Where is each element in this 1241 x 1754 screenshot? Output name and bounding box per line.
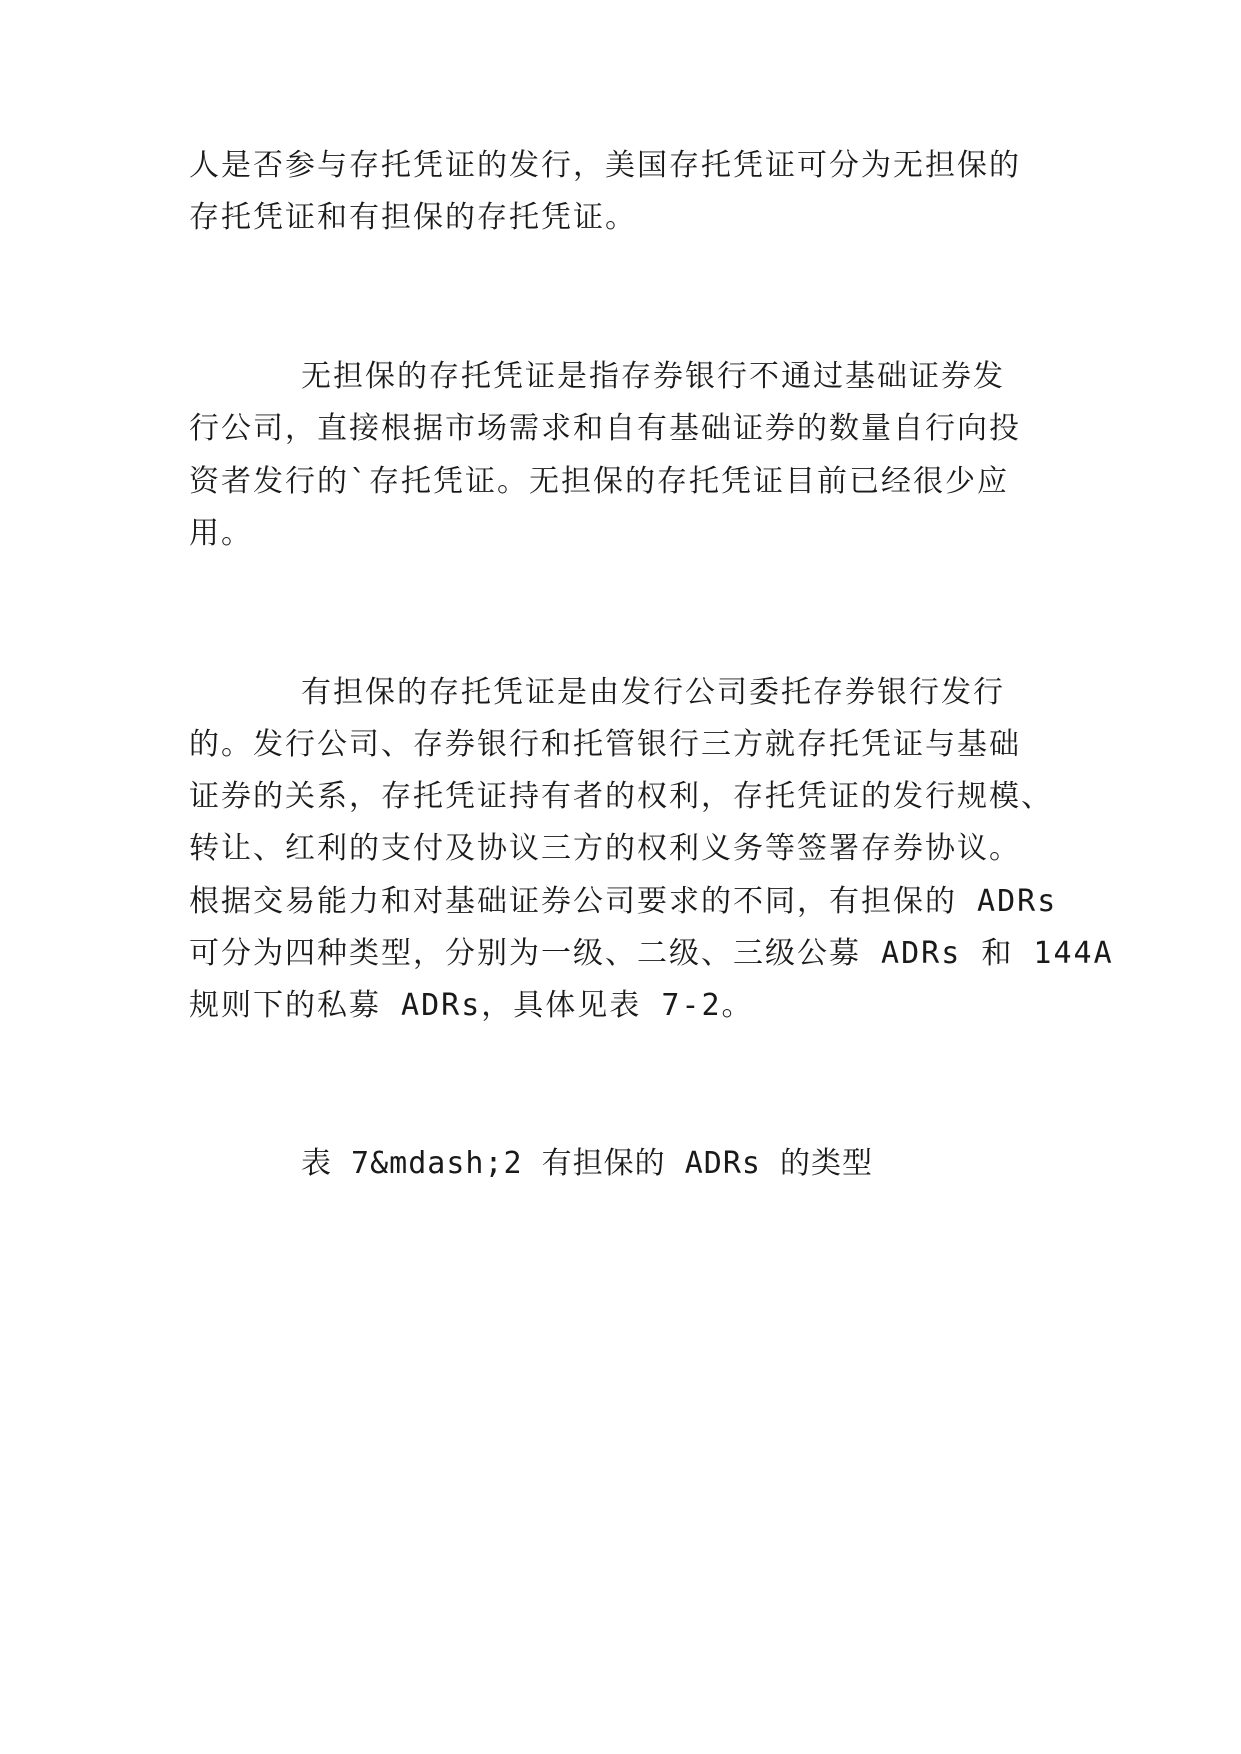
table-caption: 表 7&mdash;2 有担保的 ADRs 的类型 bbox=[301, 1146, 874, 1181]
paragraph-3-line-5: 根据交易能力和对基础证券公司要求的不同，有担保的 ADRs bbox=[189, 884, 1058, 919]
paragraph-3-line-4: 转让、红利的支付及协议三方的权利义务等签署存券协议。 bbox=[189, 831, 1021, 866]
paragraph-3-line-1: 有担保的存托凭证是由发行公司委托存券银行发行 bbox=[301, 675, 1005, 710]
paragraph-2-line-2: 行公司，直接根据市场需求和自有基础证券的数量自行向投 bbox=[189, 411, 1021, 446]
paragraph-3-line-2: 的。发行公司、存券银行和托管银行三方就存托凭证与基础 bbox=[189, 727, 1021, 762]
paragraph-2-line-4: 用。 bbox=[189, 516, 253, 551]
paragraph-3-line-3: 证券的关系，存托凭证持有者的权利，存托凭证的发行规模、 bbox=[189, 779, 1053, 814]
paragraph-2-line-1: 无担保的存托凭证是指存券银行不通过基础证券发 bbox=[301, 359, 1005, 394]
paragraph-3-line-7: 规则下的私募 ADRs，具体见表 7-2。 bbox=[189, 988, 754, 1023]
paragraph-3-line-6: 可分为四种类型，分别为一级、二级、三级公募 ADRs 和 144A bbox=[189, 936, 1114, 971]
paragraph-1-line-1: 人是否参与存托凭证的发行，美国存托凭证可分为无担保的 bbox=[189, 148, 1021, 183]
paragraph-2-line-3: 资者发行的`存托凭证。无担保的存托凭证目前已经很少应 bbox=[189, 464, 1010, 499]
paragraph-1-line-2: 存托凭证和有担保的存托凭证。 bbox=[189, 200, 637, 235]
